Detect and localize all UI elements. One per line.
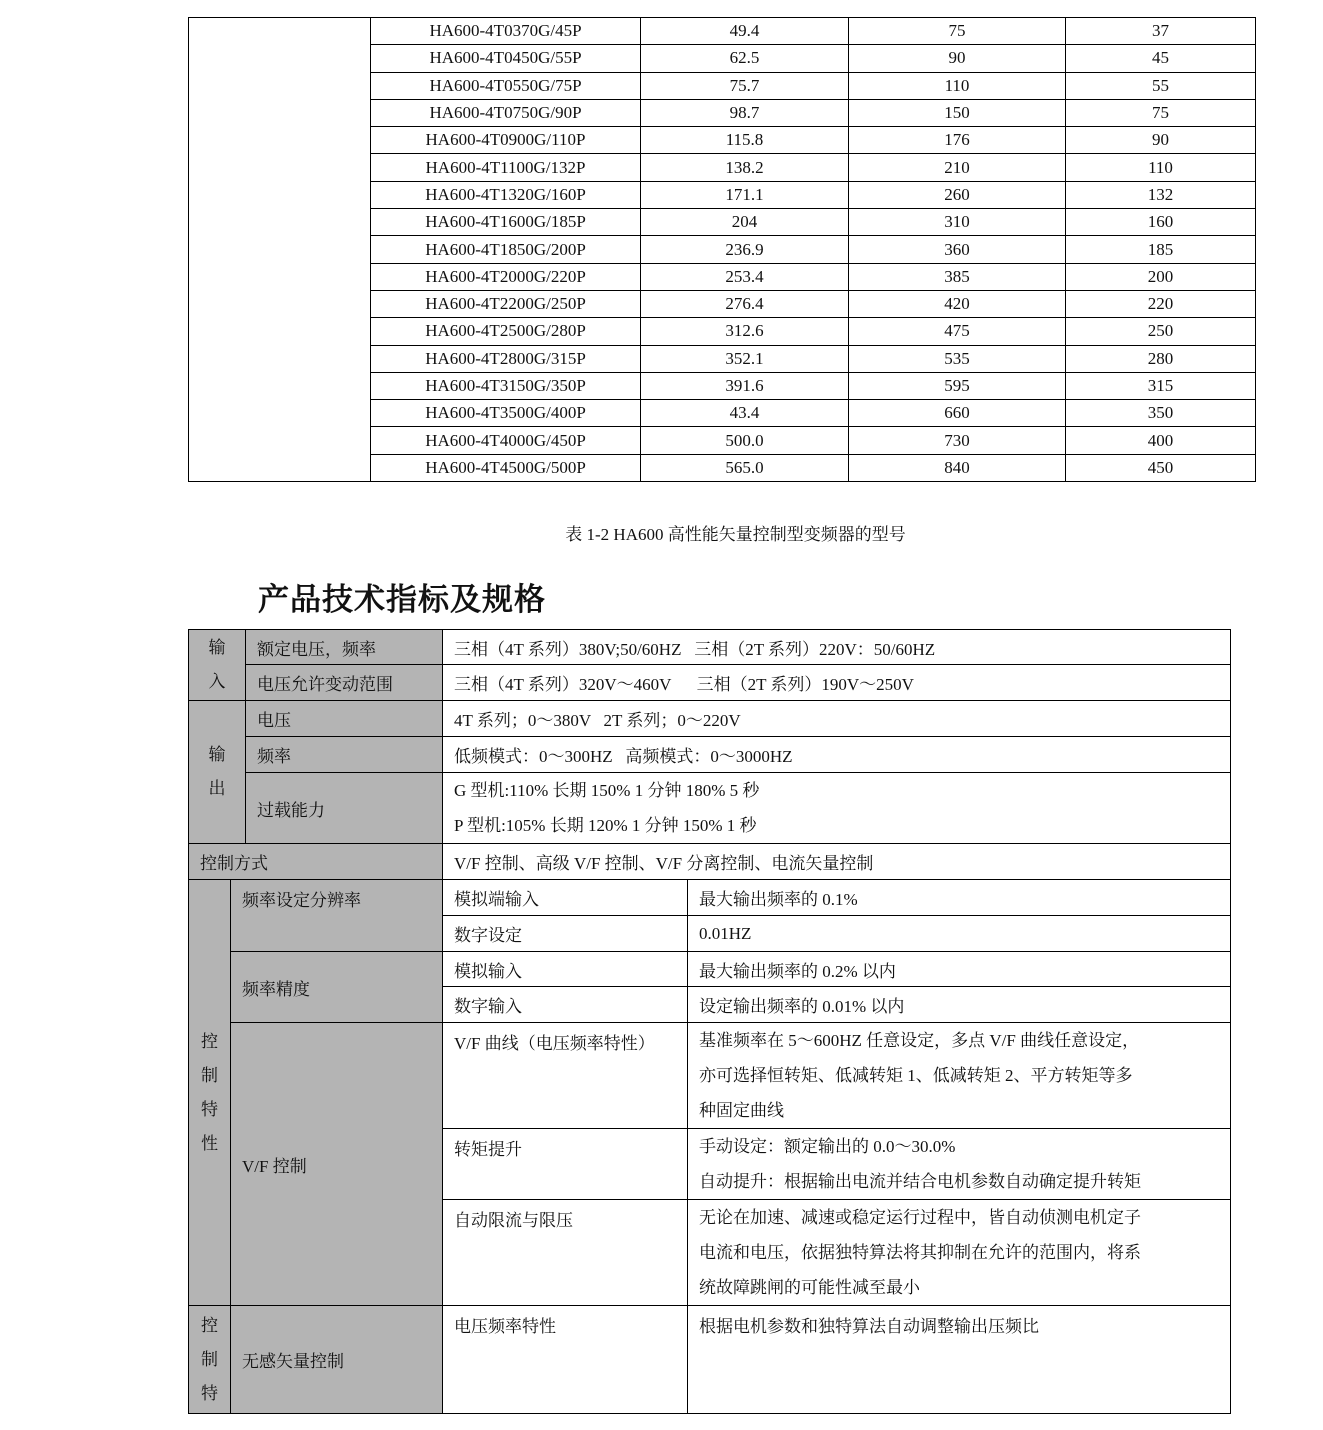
output-group: 输 出 bbox=[189, 701, 246, 844]
table-cell: 535 bbox=[849, 345, 1066, 372]
table-cell: 37 bbox=[1066, 18, 1256, 45]
table-cell: HA600-4T0370G/45P bbox=[371, 18, 641, 45]
voltage-label: 电压 bbox=[246, 701, 443, 737]
control-group: 控 制 特 性 bbox=[189, 880, 231, 1306]
table-cell: 730 bbox=[849, 427, 1066, 454]
spec-table bbox=[188, 629, 1231, 1414]
table-cell: 110 bbox=[849, 72, 1066, 99]
torque-boost-value: 手动设定：额定输出的 0.0～30.0% 自动提升：根据输出电流并结合电机参数自动确定提升转矩 bbox=[688, 1129, 1231, 1200]
table-cell: HA600-4T2500G/280P bbox=[371, 318, 641, 345]
table-cell: 98.7 bbox=[641, 99, 849, 126]
table-cell: 260 bbox=[849, 181, 1066, 208]
table-cell: 253.4 bbox=[641, 263, 849, 290]
table-cell: 90 bbox=[849, 45, 1066, 72]
table-cell: 420 bbox=[849, 290, 1066, 317]
table-cell: 312.6 bbox=[641, 318, 849, 345]
table-cell: HA600-4T3150G/350P bbox=[371, 372, 641, 399]
table-cell: 176 bbox=[849, 127, 1066, 154]
table-cell: 385 bbox=[849, 263, 1066, 290]
table-cell: HA600-4T1850G/200P bbox=[371, 236, 641, 263]
vf-curve-value: 基准频率在 5～600HZ 任意设定，多点 V/F 曲线任意设定， 亦可选择恒转矩、低减转矩 1、低减转矩 2、平方转矩等多 种固定曲线 bbox=[688, 1023, 1231, 1129]
table-caption: 表 1-2 HA600 高性能矢量控制型变频器的型号 bbox=[565, 525, 906, 544]
section-heading: 产品技术指标及规格 bbox=[258, 582, 546, 618]
table-cell: 280 bbox=[1066, 345, 1256, 372]
acc-digital-value: 设定输出频率的 0.01% 以内 bbox=[688, 987, 1231, 1023]
table-cell: 276.4 bbox=[641, 290, 849, 317]
table-cell: 565.0 bbox=[641, 454, 849, 481]
table-cell: 352.1 bbox=[641, 345, 849, 372]
table-cell: 90 bbox=[1066, 127, 1256, 154]
table-cell: 200 bbox=[1066, 263, 1256, 290]
table-cell: 132 bbox=[1066, 181, 1256, 208]
freq-value: 低频模式：0～300HZ 高频模式：0～3000HZ bbox=[443, 737, 1231, 773]
auto-limit-value: 无论在加速、减速或稳定运行过程中，皆自动侦测电机定子 电流和电压，依据独特算法将其抑制在允许的范围内，将系 统故障跳闸的可能性减至最小 bbox=[688, 1200, 1231, 1306]
table-cell: 75.7 bbox=[641, 72, 849, 99]
table-cell: 220 bbox=[1066, 290, 1256, 317]
freq-label: 频率 bbox=[246, 737, 443, 773]
table-cell: 450 bbox=[1066, 454, 1256, 481]
table-cell: 360 bbox=[849, 236, 1066, 263]
sensorless-value: 根据电机参数和独特算法自动调整输出压频比 bbox=[688, 1306, 1231, 1414]
table-cell: 62.5 bbox=[641, 45, 849, 72]
table-cell: 171.1 bbox=[641, 181, 849, 208]
table-cell: 315 bbox=[1066, 372, 1256, 399]
input-group: 输 入 bbox=[189, 630, 246, 701]
table-cell: 660 bbox=[849, 400, 1066, 427]
table-cell: 500.0 bbox=[641, 427, 849, 454]
table-cell: HA600-4T1600G/185P bbox=[371, 209, 641, 236]
table-cell: 400 bbox=[1066, 427, 1256, 454]
overload-value: G 型机:110% 长期 150% 1 分钟 180% 5 秒 P 型机:105% 长期 120% 1 分钟 150% 1 秒 bbox=[443, 773, 1231, 844]
range-value: 三相（4T 系列）320V～460V 三相（2T 系列）190V～250V bbox=[443, 665, 1231, 701]
table-cell: 45 bbox=[1066, 45, 1256, 72]
table-cell: 110 bbox=[1066, 154, 1256, 181]
table-cell: HA600-4T4000G/450P bbox=[371, 427, 641, 454]
sensorless-label: 无感矢量控制 bbox=[231, 1306, 443, 1414]
res-digital: 数字设定 bbox=[443, 916, 688, 952]
table-cell: HA600-4T0750G/90P bbox=[371, 99, 641, 126]
sensorless-group: 控 制 特 bbox=[189, 1306, 231, 1414]
table-cell: 350 bbox=[1066, 400, 1256, 427]
table-cell: HA600-4T0900G/110P bbox=[371, 127, 641, 154]
table-cell: HA600-4T3500G/400P bbox=[371, 400, 641, 427]
res-analog: 模拟端输入 bbox=[443, 880, 688, 916]
control-mode-value: V/F 控制、高级 V/F 控制、V/F 分离控制、电流矢量控制 bbox=[443, 844, 1231, 880]
accuracy-label: 频率精度 bbox=[231, 952, 443, 1023]
table-row bbox=[189, 18, 1256, 45]
resolution-label: 频率设定分辨率 bbox=[231, 880, 443, 952]
rated-value: 三相（4T 系列）380V;50/60HZ 三相（2T 系列）220V：50/60HZ bbox=[443, 630, 1231, 665]
overload-label: 过载能力 bbox=[246, 773, 443, 844]
table-cell: 49.4 bbox=[641, 18, 849, 45]
model-table bbox=[188, 17, 1256, 482]
table-cell: HA600-4T1320G/160P bbox=[371, 181, 641, 208]
table-cell: 115.8 bbox=[641, 127, 849, 154]
table-cell: 185 bbox=[1066, 236, 1256, 263]
table-cell: 43.4 bbox=[641, 400, 849, 427]
res-digital-value: 0.01HZ bbox=[688, 916, 1231, 952]
acc-digital: 数字输入 bbox=[443, 987, 688, 1023]
table-cell: 310 bbox=[849, 209, 1066, 236]
sensorless-item: 电压频率特性 bbox=[443, 1306, 688, 1414]
table-cell: 55 bbox=[1066, 72, 1256, 99]
rated-label: 额定电压，频率 bbox=[246, 630, 443, 665]
blank-cell bbox=[189, 18, 371, 482]
table-cell: 75 bbox=[1066, 99, 1256, 126]
acc-analog: 模拟输入 bbox=[443, 952, 688, 987]
table-cell: HA600-4T1100G/132P bbox=[371, 154, 641, 181]
table-cell: HA600-4T2800G/315P bbox=[371, 345, 641, 372]
table-cell: 160 bbox=[1066, 209, 1256, 236]
table-cell: HA600-4T4500G/500P bbox=[371, 454, 641, 481]
table-cell: 150 bbox=[849, 99, 1066, 126]
table-cell: 595 bbox=[849, 372, 1066, 399]
torque-boost: 转矩提升 bbox=[443, 1129, 688, 1200]
table-cell: 236.9 bbox=[641, 236, 849, 263]
table-cell: 204 bbox=[641, 209, 849, 236]
table-cell: HA600-4T2000G/220P bbox=[371, 263, 641, 290]
auto-limit: 自动限流与限压 bbox=[443, 1200, 688, 1306]
table-cell: 250 bbox=[1066, 318, 1256, 345]
acc-analog-value: 最大输出频率的 0.2% 以内 bbox=[688, 952, 1231, 987]
table-cell: 138.2 bbox=[641, 154, 849, 181]
table-cell: 475 bbox=[849, 318, 1066, 345]
voltage-value: 4T 系列；0～380V 2T 系列；0～220V bbox=[443, 701, 1231, 737]
table-cell: HA600-4T0550G/75P bbox=[371, 72, 641, 99]
vf-curve: V/F 曲线（电压频率特性） bbox=[443, 1023, 688, 1129]
control-mode-label: 控制方式 bbox=[189, 844, 443, 880]
table-cell: 210 bbox=[849, 154, 1066, 181]
range-label: 电压允许变动范围 bbox=[246, 665, 443, 701]
table-cell: HA600-4T2200G/250P bbox=[371, 290, 641, 317]
table-cell: 75 bbox=[849, 18, 1066, 45]
vf-label: V/F 控制 bbox=[231, 1023, 443, 1306]
table-cell: 840 bbox=[849, 454, 1066, 481]
res-analog-value: 最大输出频率的 0.1% bbox=[688, 880, 1231, 916]
table-cell: HA600-4T0450G/55P bbox=[371, 45, 641, 72]
table-cell: 391.6 bbox=[641, 372, 849, 399]
